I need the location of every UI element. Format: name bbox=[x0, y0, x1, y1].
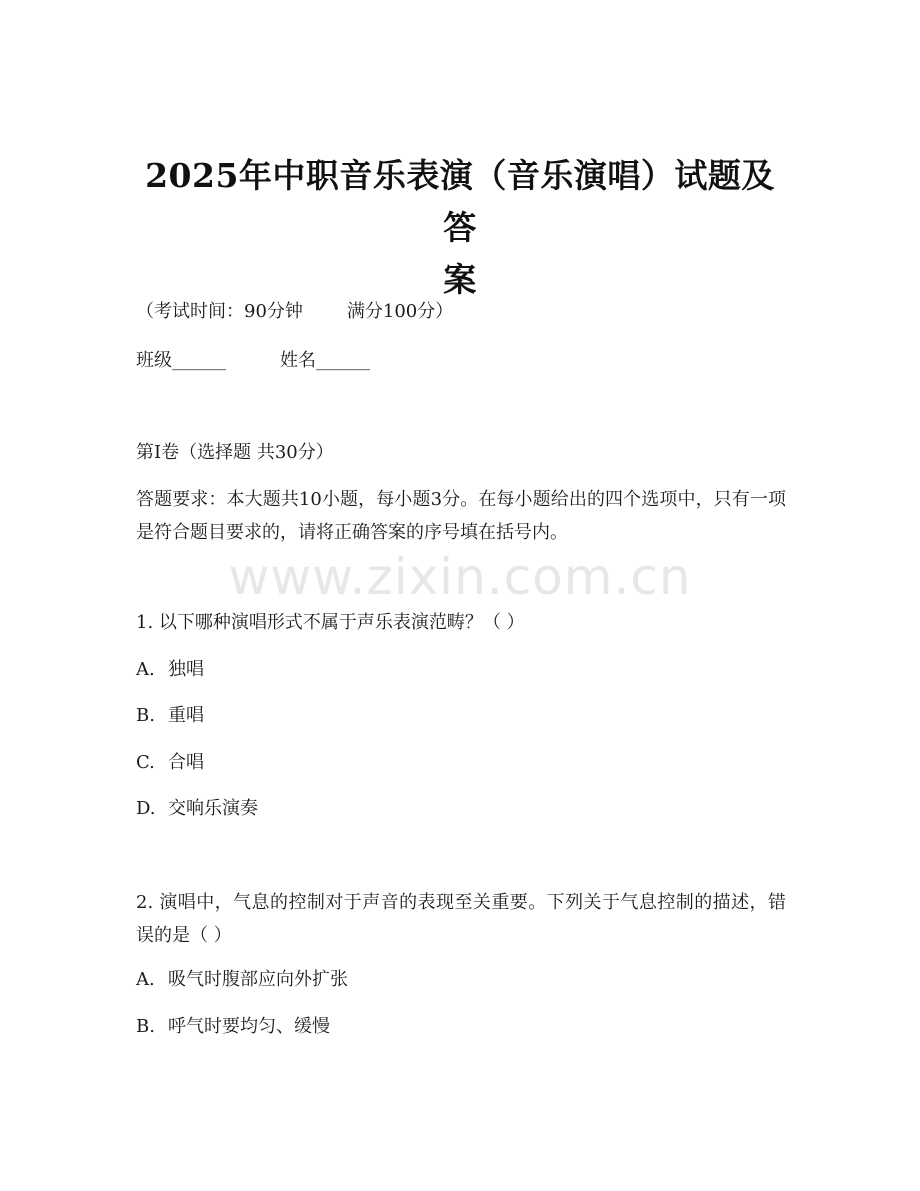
question-1-option-d[interactable] bbox=[136, 795, 786, 823]
question-1-option-c[interactable] bbox=[136, 749, 786, 777]
title-line-1: 2025年中职音乐表演（音乐演唱）试题及答 bbox=[145, 156, 775, 247]
option-text: 呼气时要均匀、缓慢 bbox=[168, 1016, 330, 1037]
class-field[interactable]: 班级______ bbox=[136, 350, 226, 371]
question-2-text: 2. 演唱中，气息的控制对于声音的表现至关重要。下列关于气息控制的描述，错误的是（ ） bbox=[136, 892, 786, 946]
option-letter: B. bbox=[136, 705, 155, 726]
question-1-text: 1. 以下哪种演唱形式不属于声乐表演范畴？（ ） bbox=[136, 612, 525, 633]
title-line-2: 案 bbox=[443, 260, 477, 299]
question-1-option-a[interactable] bbox=[136, 656, 786, 684]
exam-info bbox=[136, 298, 786, 326]
option-text: 合唱 bbox=[168, 752, 204, 773]
watermark: www.zixin.com.cn bbox=[228, 548, 692, 606]
option-text: 独唱 bbox=[168, 659, 204, 680]
option-letter: C. bbox=[136, 752, 155, 773]
option-text: 交响乐演奏 bbox=[168, 798, 258, 819]
section-heading: 第I卷（选择题 共30分） bbox=[136, 442, 334, 463]
option-letter: A. bbox=[136, 659, 155, 680]
question-2-option-a[interactable] bbox=[136, 966, 786, 994]
option-text: 吸气时腹部应向外扩张 bbox=[168, 969, 348, 990]
option-letter: D. bbox=[136, 798, 156, 819]
exam-full-score: 满分100分） bbox=[346, 301, 454, 322]
question-2-option-b[interactable] bbox=[136, 1013, 786, 1041]
option-letter: B. bbox=[136, 1016, 155, 1037]
option-letter: A. bbox=[136, 969, 155, 990]
instructions: 答题要求：本大题共10小题，每小题3分。在每小题给出的四个选项中，只有一项是符合题目要求的，请将正确答案的序号填在括号内。 bbox=[136, 489, 786, 543]
question-1-option-b[interactable] bbox=[136, 702, 786, 730]
exam-duration: （考试时间：90分钟 bbox=[136, 301, 303, 322]
option-text: 重唱 bbox=[168, 705, 204, 726]
student-info bbox=[136, 347, 786, 375]
name-field[interactable]: 姓名______ bbox=[280, 350, 370, 371]
document-title bbox=[130, 150, 790, 306]
